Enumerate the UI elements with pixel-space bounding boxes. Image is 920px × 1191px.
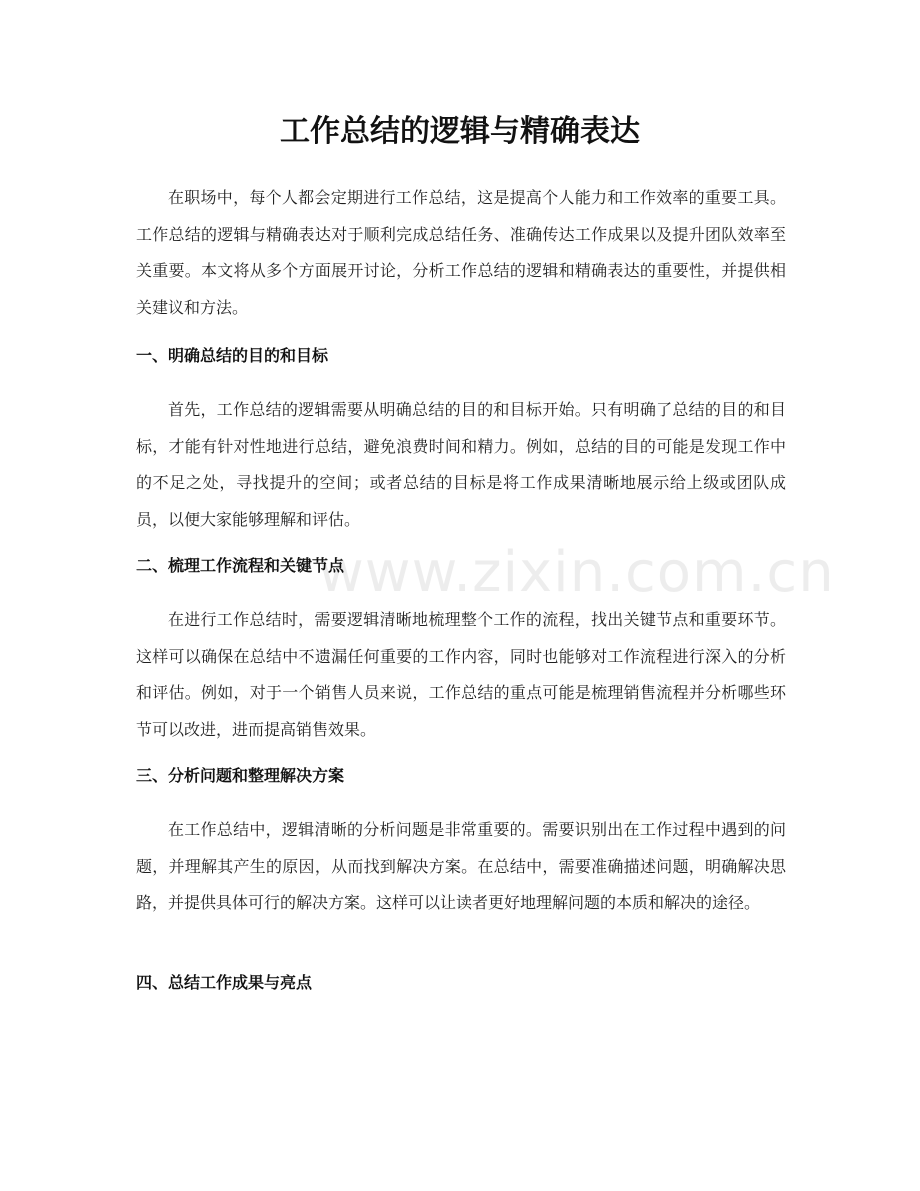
section-paragraph-3: 在工作总结中，逻辑清晰的分析问题是非常重要的。需要识别出在工作过程中遇到的问题，并理解其产生的原因，从而找到解决方案。在总结中，需要准确描述问题，明确解决思路，并提供具体可行的解决方案。这样可以让读者更好地理解问题的本质和解决的途径。 xyxy=(136,820,786,912)
section-paragraph-2: 在进行工作总结时，需要逻辑清晰地梳理整个工作的流程，找出关键节点和重要环节。这样可以确保在总结中不遗漏任何重要的工作内容，同时也能够对工作流程进行深入的分析和评估。例如，对于一个销售人员来说，工作总结的重点可能是梳理销售流程并分析哪些环节可以改进，进而提高销售效果。 xyxy=(136,610,786,739)
section-heading-4: 四、总结工作成果与亮点 xyxy=(136,973,313,992)
document-title: 工作总结的逻辑与精确表达 xyxy=(280,114,640,149)
section-paragraph-1: 首先，工作总结的逻辑需要从明确总结的目的和目标开始。只有明确了总结的目的和目标，才能有针对性地进行总结，避免浪费时间和精力。例如，总结的目的可能是发现工作中的不足之处，寻找提升的空间；或者总结的目标是将工作成果清晰地展示给上级或团队成员，以便大家能够理解和评估。 xyxy=(136,400,786,529)
section-heading-2: 二、梳理工作流程和关键节点 xyxy=(136,556,345,575)
section-heading-1: 一、明确总结的目的和目标 xyxy=(136,346,329,365)
intro-paragraph: 在职场中，每个人都会定期进行工作总结，这是提高个人能力和工作效率的重要工具。工作总结的逻辑与精确表达对于顺利完成总结任务、准确传达工作成果以及提升团队效率至关重要。本文将从多个方面展开讨论，分析工作总结的逻辑和精确表达的重要性，并提供相关建议和方法。 xyxy=(136,188,786,317)
section-heading-3: 三、分析问题和整理解决方案 xyxy=(136,766,345,785)
watermark: www.zixin.com.cn xyxy=(318,540,835,605)
